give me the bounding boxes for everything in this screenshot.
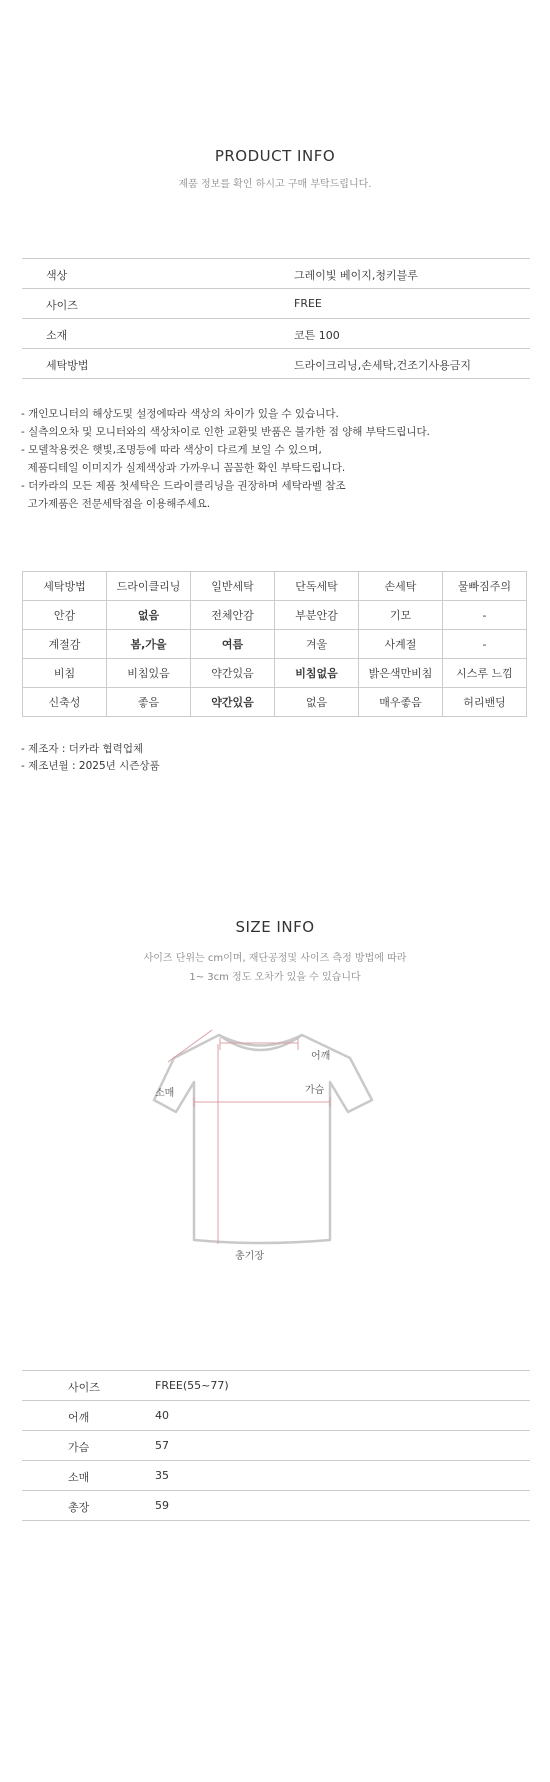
size-info-title: SIZE INFO — [235, 918, 315, 936]
care-option: 매우좋음 — [359, 688, 443, 717]
size-row — [22, 1491, 530, 1521]
manufacture-date-line: - 제조년월 : 2025년 시즌상품 — [21, 760, 160, 772]
care-option: 없음 — [107, 601, 191, 630]
care-option: 좋음 — [107, 688, 191, 717]
notice-item: - 모델착용컷은 햇빛,조명등에 따라 색상이 다르게 보일 수 있으며, — [21, 444, 322, 456]
care-option: 여름 — [191, 630, 275, 659]
size-label: 소매 — [68, 1471, 90, 1484]
care-row-label: 비침 — [23, 659, 107, 688]
size-value: 35 — [155, 1469, 169, 1482]
product-info-table — [22, 258, 530, 379]
care-option: 물빠짐주의 — [443, 572, 527, 601]
size-row — [22, 1401, 530, 1431]
notice-item: - 개인모니터의 해상도및 설정에따라 색상의 차이가 있을 수 있습니다. — [21, 408, 339, 420]
care-row — [23, 630, 527, 659]
size-row — [22, 1461, 530, 1491]
size-table — [22, 1370, 530, 1521]
size-value: FREE(55~77) — [155, 1379, 229, 1392]
product-info-subtitle: 제품 정보를 확인 하시고 구매 부탁드립니다. — [178, 179, 372, 190]
care-row-label: 안감 — [23, 601, 107, 630]
size-info-subtitle-1: 사이즈 단위는 cm이며, 재단공정및 사이즈 측정 방법에 따라 — [143, 953, 407, 964]
notice-item: - 더카라의 모든 제품 첫세탁은 드라이클리닝을 권장하며 세탁라벨 참조 — [21, 480, 346, 492]
info-label: 사이즈 — [46, 299, 78, 312]
size-info-subtitle-2: 1~ 3cm 정도 오차가 있을 수 있습니다 — [189, 972, 361, 983]
info-row-color — [22, 259, 530, 289]
care-option: 밝은색만비침 — [359, 659, 443, 688]
notice-item: - 실측의오차 및 모니터와의 색상차이로 인한 교환및 반품은 불가한 점 양해 부탁드립니다. — [21, 426, 430, 438]
size-value: 57 — [155, 1439, 169, 1452]
care-row — [23, 688, 527, 717]
care-row-label: 신축성 — [23, 688, 107, 717]
notice-item: 제품디테일 이미지가 실제색상과 가까우니 꼼꼼한 확인 부탁드립니다. — [21, 462, 346, 474]
care-row-label: 세탁방법 — [23, 572, 107, 601]
size-label: 어깨 — [68, 1411, 90, 1424]
size-value: 40 — [155, 1409, 169, 1422]
manufacturer-info — [21, 741, 160, 775]
manufacturer-line: - 제조자 : 더카라 협력업체 — [21, 743, 144, 755]
size-row — [22, 1431, 530, 1461]
care-option: 비침있음 — [107, 659, 191, 688]
care-option: 부분안감 — [275, 601, 359, 630]
care-option: 비침없음 — [275, 659, 359, 688]
size-label: 총장 — [68, 1501, 90, 1514]
care-option: 시스루 느낌 — [443, 659, 527, 688]
info-label: 색상 — [46, 269, 68, 282]
size-label: 가슴 — [68, 1441, 90, 1454]
notice-list — [21, 405, 430, 513]
info-label: 소재 — [46, 329, 68, 342]
care-row-label: 계절감 — [23, 630, 107, 659]
care-option: 겨울 — [275, 630, 359, 659]
size-row — [22, 1371, 530, 1401]
care-option: 사계절 — [359, 630, 443, 659]
care-option: 봄,가을 — [107, 630, 191, 659]
info-label: 세탁방법 — [46, 359, 89, 372]
care-row — [23, 572, 527, 601]
care-option: 단독세탁 — [275, 572, 359, 601]
care-option: 없음 — [275, 688, 359, 717]
care-table — [22, 571, 527, 717]
tshirt-diagram — [150, 1020, 390, 1260]
care-option: 전체안감 — [191, 601, 275, 630]
info-value: FREE — [294, 297, 322, 310]
care-option: 일반세탁 — [191, 572, 275, 601]
care-option: 기모 — [359, 601, 443, 630]
shoulder-label: 어깨 — [311, 1051, 331, 1062]
info-row-size — [22, 289, 530, 319]
sleeve-label: 소매 — [155, 1088, 175, 1099]
info-row-washing — [22, 349, 530, 379]
chest-label: 가슴 — [305, 1085, 325, 1096]
product-info-title: PRODUCT INFO — [214, 147, 336, 165]
care-option: 손세탁 — [359, 572, 443, 601]
care-option: 약간있음 — [191, 659, 275, 688]
care-option: - — [443, 601, 527, 630]
care-option: 드라이클리닝 — [107, 572, 191, 601]
info-value: 그레이빛 베이지,청키블루 — [294, 269, 418, 282]
size-value: 59 — [155, 1499, 169, 1512]
notice-item: 고가제품은 전문세탁점을 이용해주세요. — [21, 498, 211, 510]
care-row — [23, 601, 527, 630]
care-option: 약간있음 — [191, 688, 275, 717]
info-value: 드라이크리닝,손세탁,건조기사용금지 — [294, 359, 472, 372]
size-label: 사이즈 — [68, 1381, 100, 1394]
length-label: 총기장 — [235, 1251, 264, 1262]
care-option: 허리밴딩 — [443, 688, 527, 717]
care-row — [23, 659, 527, 688]
care-option: - — [443, 630, 527, 659]
info-value: 코튼 100 — [294, 329, 340, 342]
info-row-material — [22, 319, 530, 349]
